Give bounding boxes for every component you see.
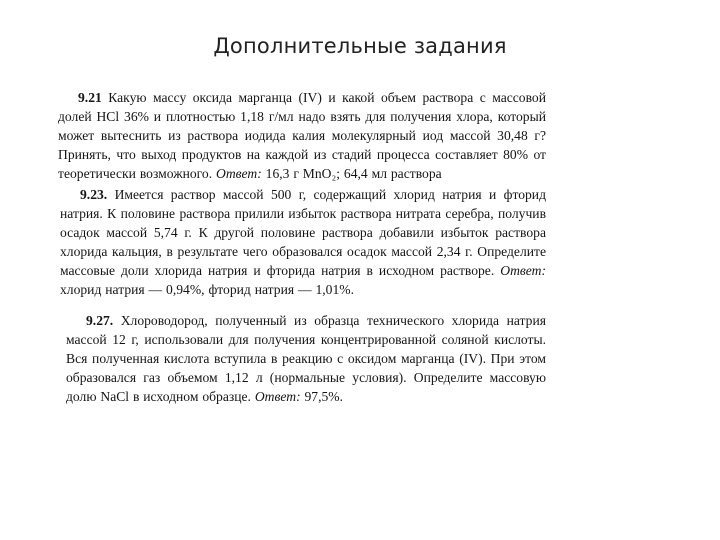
answer-label: Ответ:: [216, 166, 262, 181]
task-9-21: [58, 88, 546, 183]
task-text: Какую массу оксида марганца (IV) и какой объем раствора с массовой долей HCl 36% и плотностью 1,18 г/мл надо взять для получения хлора, который может вытеснить из раствора иодида калия молекулярный иод массой 30,48 г? Принять, что выход продуктов на каждой из стадий процесса составляет 80% от теоретически возможного.: [58, 90, 546, 181]
answer-text: 97,5%.: [304, 389, 344, 404]
answer-text: 16,3 г MnO₂; 64,4 мл раствора: [265, 166, 442, 181]
task-text: Хлороводород, полученный из образца технического хлорида натрия массой 12 г, использовали для получения концентрированной соляной кислоты. Вся полученная кислота вступила в реакцию с оксидом марганца (IV). При этом образовался газ объемом 1,12 л (нормальные условия). Определите массовую долю NaCl в исходном образце.: [66, 313, 546, 404]
task-number: 9.27.: [86, 313, 114, 328]
answer-label: Ответ:: [500, 263, 546, 278]
task-9-27: [66, 311, 546, 406]
task-text: Имеется раствор массой 500 г, содержащий хлорид натрия и фторид натрия. К половине раствора прилили избыток раствора нитрата серебра, получив осадок массой 5,74 г. К другой половине раствора добавили избыток раствора хлорида кальция, в результате чего образовался осадок массой 2,34 г. Определите массовые доли хлорида натрия и фторида натрия в исходном растворе.: [60, 187, 546, 278]
answer-text: хлорид натрия — 0,94%, фторид натрия — 1,01%.: [60, 282, 354, 297]
answer-label: Ответ:: [254, 389, 301, 404]
task-9-23: [60, 185, 546, 299]
scanned-page: [58, 88, 546, 406]
task-number: 9.23.: [80, 187, 108, 202]
task-number: 9.21: [78, 90, 102, 105]
slide-title: Дополнительные задания: [213, 34, 507, 58]
